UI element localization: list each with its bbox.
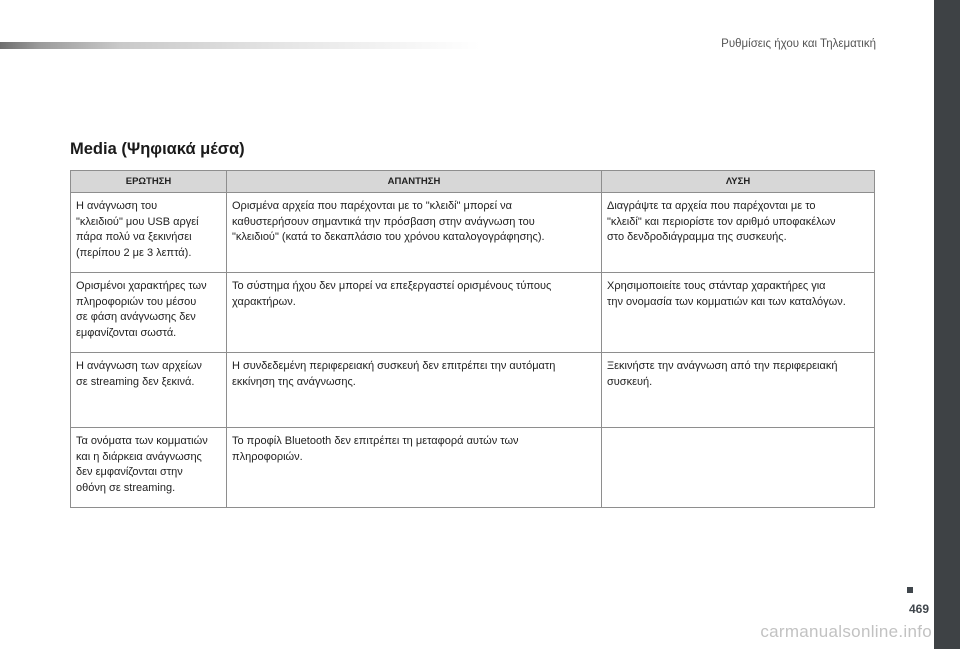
- text-line: και η διάρκεια ανάγνωσης: [76, 450, 202, 463]
- page-marker-square: [907, 587, 913, 593]
- text-line: Ορισμένα αρχεία που παρέχονται με το "κλειδί" μπορεί να: [232, 200, 512, 212]
- answer-cell: [227, 273, 602, 353]
- text-line: συσκευή.: [607, 375, 653, 388]
- text-line: εμφανίζονται σωστά.: [76, 326, 177, 339]
- text-line: (περίπου 2 με 3 λεπτά).: [76, 246, 192, 259]
- text-line: εκκίνηση της ανάγνωσης.: [232, 375, 356, 388]
- text-line: δεν εμφανίζονται στην: [76, 466, 183, 479]
- text-line: οθόνη σε streaming.: [76, 481, 176, 494]
- question-cell: [71, 273, 227, 353]
- text-line: Η ανάγνωση του: [76, 200, 158, 212]
- solution-cell: [602, 193, 875, 273]
- text-line: πάρα πολύ να ξεκινήσει: [76, 231, 192, 244]
- table-row: [71, 428, 875, 508]
- text-line: "κλειδί" και περιορίστε τον αριθμό υποφακέλων: [607, 215, 836, 228]
- text-line: πληροφοριών.: [232, 450, 303, 463]
- text-line: πληροφοριών του μέσου: [76, 295, 197, 308]
- text-line: Το σύστημα ήχου δεν μπορεί να επεξεργαστεί ορισμένους τύπους: [232, 280, 552, 292]
- text-line: σε φάση ανάγνωσης δεν: [76, 311, 196, 324]
- table-row: [71, 193, 875, 273]
- side-tab-bar: [934, 0, 960, 649]
- watermark-text: carmanualsonline.info: [760, 622, 932, 641]
- question-cell: [71, 193, 227, 273]
- text-line: Τα ονόματα των κομματιών: [76, 435, 208, 447]
- page-number: 469: [908, 602, 929, 616]
- text-line: την ονομασία των κομματιών και των καταλόγων.: [607, 295, 846, 308]
- column-header-question: ΕΡΩΤΗΣΗ: [71, 171, 227, 193]
- answer-cell: [227, 428, 602, 508]
- text-line: στο δενδροδιάγραμμα της συσκευής.: [607, 231, 787, 244]
- text-line: Η συνδεδεμένη περιφερειακή συσκευή δεν επιτρέπει την αυτόματη: [232, 360, 556, 372]
- table-row: [71, 273, 875, 353]
- text-line: Το προφίλ Bluetooth δεν επιτρέπει τη μεταφορά αυτών των: [232, 435, 519, 447]
- troubleshooting-table: [70, 170, 875, 508]
- text-line: Η ανάγνωση των αρχείων: [76, 360, 202, 372]
- answer-cell: [227, 193, 602, 273]
- question-cell: [71, 353, 227, 428]
- text-line: Ξεκινήστε την ανάγνωση από την περιφερειακή: [607, 360, 838, 372]
- solution-cell: [602, 428, 875, 508]
- column-header-answer: ΑΠΑΝΤΗΣΗ: [227, 171, 602, 193]
- answer-cell: [227, 353, 602, 428]
- text-line: σε streaming δεν ξεκινά.: [76, 375, 195, 388]
- question-cell: [71, 428, 227, 508]
- section-title: Media (Ψηφιακά μέσα): [70, 140, 245, 158]
- solution-cell: [602, 353, 875, 428]
- solution-cell: [602, 273, 875, 353]
- text-line: Διαγράψτε τα αρχεία που παρέχονται με το: [607, 200, 816, 212]
- header-gradient-bar: [0, 42, 480, 49]
- table-row: [71, 353, 875, 428]
- text-line: "κλειδιού" μου USB αργεί: [76, 215, 199, 228]
- text-line: Ορισμένοι χαρακτήρες των: [76, 280, 207, 292]
- table-header-row: [71, 171, 875, 193]
- page-header-title: Ρυθμίσεις ήχου και Τηλεματική: [721, 38, 876, 50]
- text-line: καθυστερήσουν σημαντικά την πρόσβαση στην ανάγνωση του: [232, 215, 535, 228]
- text-line: "κλειδιού" (κατά το δεκαπλάσιο του χρόνου καταλογογράφησης).: [232, 231, 545, 244]
- text-line: χαρακτήρων.: [232, 295, 296, 308]
- text-line: Χρησιμοποιείτε τους στάνταρ χαρακτήρες για: [607, 280, 826, 292]
- column-header-solution: ΛΥΣΗ: [602, 171, 875, 193]
